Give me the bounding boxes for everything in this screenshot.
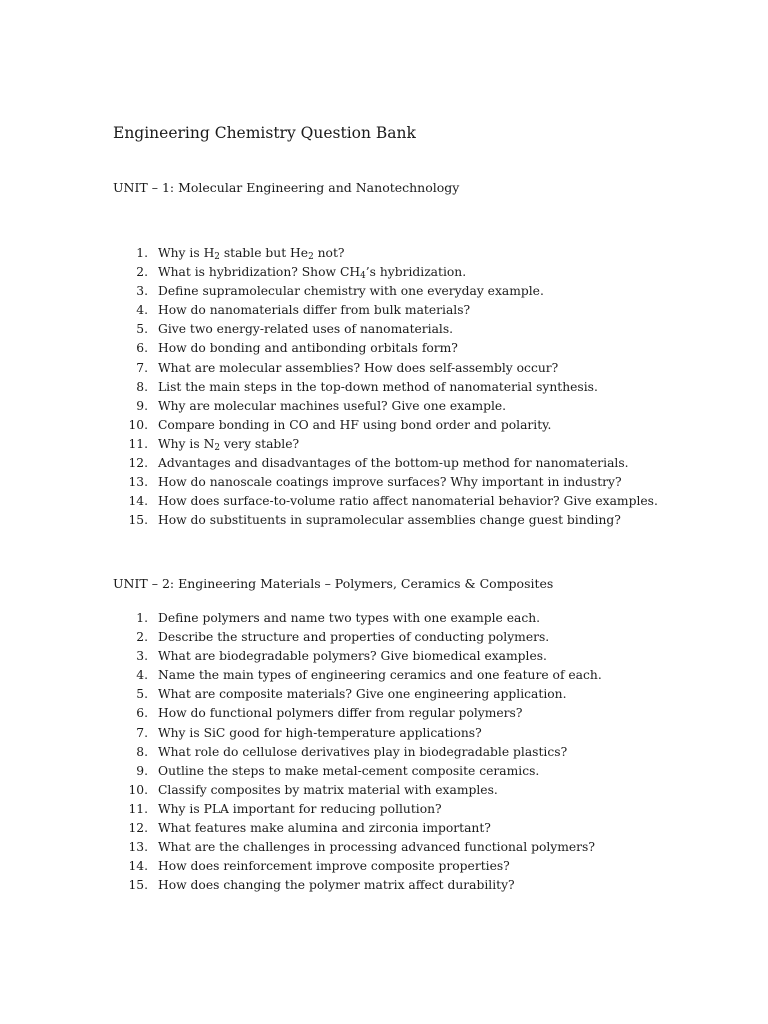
question-number: 6.: [136, 341, 148, 356]
question-text: [158, 303, 470, 317]
question-item: [113, 339, 658, 358]
question-text-segment: Define polymers and name two types with one example each.: [158, 611, 541, 625]
unit-1-heading: UNIT – 1: Molecular Engineering and Nanotechnology: [113, 180, 460, 195]
question-text: [158, 265, 467, 282]
question-item: [113, 359, 658, 378]
question-item: [113, 492, 658, 511]
question-text: [158, 494, 658, 508]
question-text: [158, 859, 510, 873]
question-number: 11.: [128, 801, 148, 816]
question-text-segment: Advantages and disadvantages of the bottom-up method for nanomaterials.: [158, 456, 629, 471]
question-item: [113, 819, 602, 838]
question-text-segment: What are composite materials? Give one engineering application.: [158, 687, 567, 702]
question-text-segment: What features make alumina and zirconia important?: [158, 821, 491, 836]
question-item: [113, 244, 658, 263]
question-text: [158, 764, 539, 778]
question-number: 7.: [136, 360, 148, 375]
question-item: [113, 397, 658, 416]
question-text-segment: How do functional polymers differ from regular polymers?: [158, 706, 523, 721]
question-text: [158, 649, 547, 663]
question-text-segment: ’s hybridization.: [365, 265, 467, 280]
question-item: [113, 704, 602, 723]
question-number: 13.: [128, 840, 148, 855]
question-item: [113, 282, 658, 301]
subscript: 2: [308, 252, 314, 263]
question-text-segment: What is hybridization? Show CH: [158, 265, 361, 280]
question-number: 12.: [128, 456, 148, 471]
question-text: [158, 783, 498, 797]
question-item: [113, 435, 658, 454]
subscript: 2: [214, 443, 220, 454]
question-text-segment: How do substituents in supramolecular assemblies change guest binding?: [158, 513, 621, 528]
question-number: 15.: [128, 878, 148, 893]
question-text: [158, 341, 458, 355]
question-text-segment: Classify composites by matrix material with examples.: [158, 782, 498, 797]
question-item: [113, 876, 602, 895]
question-number: 8.: [136, 744, 148, 759]
question-text-segment: How does surface-to-volume ratio affect nanomaterial behavior? Give examples.: [158, 494, 658, 509]
question-text-segment: Why is H: [158, 246, 215, 260]
question-number: 5.: [136, 687, 148, 702]
question-number: 11.: [128, 436, 148, 451]
question-number: 8.: [136, 379, 148, 394]
question-text: [158, 745, 567, 759]
question-number: 1.: [136, 246, 148, 260]
question-item: [113, 609, 602, 628]
question-number: 2.: [136, 265, 148, 280]
question-item: [113, 263, 658, 282]
question-number: 3.: [136, 284, 148, 299]
question-text-segment: Describe the structure and properties of conducting polymers.: [158, 630, 550, 645]
question-text: [158, 284, 544, 298]
question-text-segment: Why are molecular machines useful? Give one example.: [158, 398, 507, 413]
question-number: 10.: [128, 782, 148, 797]
question-number: 7.: [136, 725, 148, 740]
question-text-segment: How does changing the polymer matrix affect durability?: [158, 878, 515, 893]
question-text-segment: List the main steps in the top-down method of nanomaterial synthesis.: [158, 379, 598, 394]
question-text-segment: What are molecular assemblies? How does self-assembly occur?: [158, 360, 559, 375]
question-item: [113, 666, 602, 685]
question-text-segment: What role do cellulose derivatives play in biodegradable plastics?: [158, 744, 568, 759]
question-item: [113, 781, 602, 800]
question-item: [113, 301, 658, 320]
page-title: Engineering Chemistry Question Bank: [113, 124, 416, 142]
question-text: [158, 687, 566, 701]
question-number: 2.: [136, 630, 148, 645]
question-number: 9.: [136, 763, 148, 778]
question-number: 3.: [136, 649, 148, 664]
question-text-segment: Why is SiC good for high-temperature applications?: [158, 725, 482, 740]
question-number: 10.: [128, 417, 148, 432]
unit-1-question-list: [113, 244, 658, 530]
unit-2-question-list: [113, 609, 602, 895]
question-text-segment: Outline the steps to make metal-cement composite ceramics.: [158, 763, 540, 778]
question-text: [158, 611, 540, 625]
question-text-segment: Compare bonding in CO and HF using bond order and polarity.: [158, 417, 552, 432]
question-number: 6.: [136, 706, 148, 721]
question-text: [158, 821, 491, 835]
question-text: [158, 840, 595, 854]
question-text: [158, 668, 602, 682]
question-number: 9.: [136, 398, 148, 413]
question-text-segment: very stable?: [219, 436, 300, 451]
question-text-segment: Why is N: [158, 436, 215, 451]
question-text-segment: How do bonding and antibonding orbitals form?: [158, 341, 458, 356]
question-number: 12.: [128, 821, 148, 836]
question-text: [158, 322, 453, 336]
question-text-segment: Define supramolecular chemistry with one everyday example.: [158, 284, 544, 299]
question-number: 4.: [136, 303, 148, 318]
question-text-segment: How do nanoscale coatings improve surfaces? Why important in industry?: [158, 475, 622, 490]
question-item: [113, 320, 658, 339]
question-text-segment: Name the main types of engineering ceramics and one feature of each.: [158, 668, 602, 683]
question-item: [113, 743, 602, 762]
question-item: [113, 647, 602, 666]
question-number: 1.: [136, 611, 148, 625]
question-number: 15.: [128, 513, 148, 528]
question-text-segment: How do nanomaterials differ from bulk materials?: [158, 303, 471, 318]
question-text-segment: Give two energy-related uses of nanomaterials.: [158, 322, 454, 337]
question-text: [158, 726, 482, 740]
question-text: [158, 706, 522, 720]
question-text: [158, 399, 506, 413]
question-item: [113, 762, 602, 781]
question-item: [113, 511, 658, 530]
question-item: [113, 628, 602, 647]
question-text-segment: What are biodegradable polymers? Give biomedical examples.: [158, 649, 547, 664]
question-number: 14.: [128, 859, 148, 874]
question-item: [113, 685, 602, 704]
question-text: [158, 456, 629, 470]
question-text-segment: stable but He: [219, 246, 309, 260]
question-item: [113, 857, 602, 876]
question-number: 13.: [128, 475, 148, 490]
subscript: 2: [214, 252, 220, 263]
question-text-segment: not?: [313, 246, 345, 260]
question-text: [158, 436, 300, 454]
question-number: 14.: [128, 494, 148, 509]
subscript: 4: [360, 271, 366, 282]
question-item: [113, 800, 602, 819]
question-text: [158, 475, 622, 489]
question-item: [113, 724, 602, 743]
question-text: [158, 878, 515, 892]
question-text: [158, 246, 345, 263]
question-number: 4.: [136, 668, 148, 683]
question-text-segment: How does reinforcement improve composite properties?: [158, 859, 510, 874]
question-item: [113, 454, 658, 473]
question-text: [158, 361, 558, 375]
question-text: [158, 513, 621, 527]
question-text: [158, 630, 549, 644]
question-item: [113, 416, 658, 435]
question-item: [113, 378, 658, 397]
question-text: [158, 802, 442, 816]
question-text-segment: Why is PLA important for reducing pollution?: [158, 801, 442, 816]
question-text: [158, 418, 551, 432]
question-item: [113, 838, 602, 857]
question-number: 5.: [136, 322, 148, 337]
question-text-segment: What are the challenges in processing advanced functional polymers?: [158, 840, 595, 855]
question-text: [158, 380, 598, 394]
unit-2-heading: UNIT – 2: Engineering Materials – Polymers, Ceramics & Composites: [113, 576, 554, 591]
question-item: [113, 473, 658, 492]
